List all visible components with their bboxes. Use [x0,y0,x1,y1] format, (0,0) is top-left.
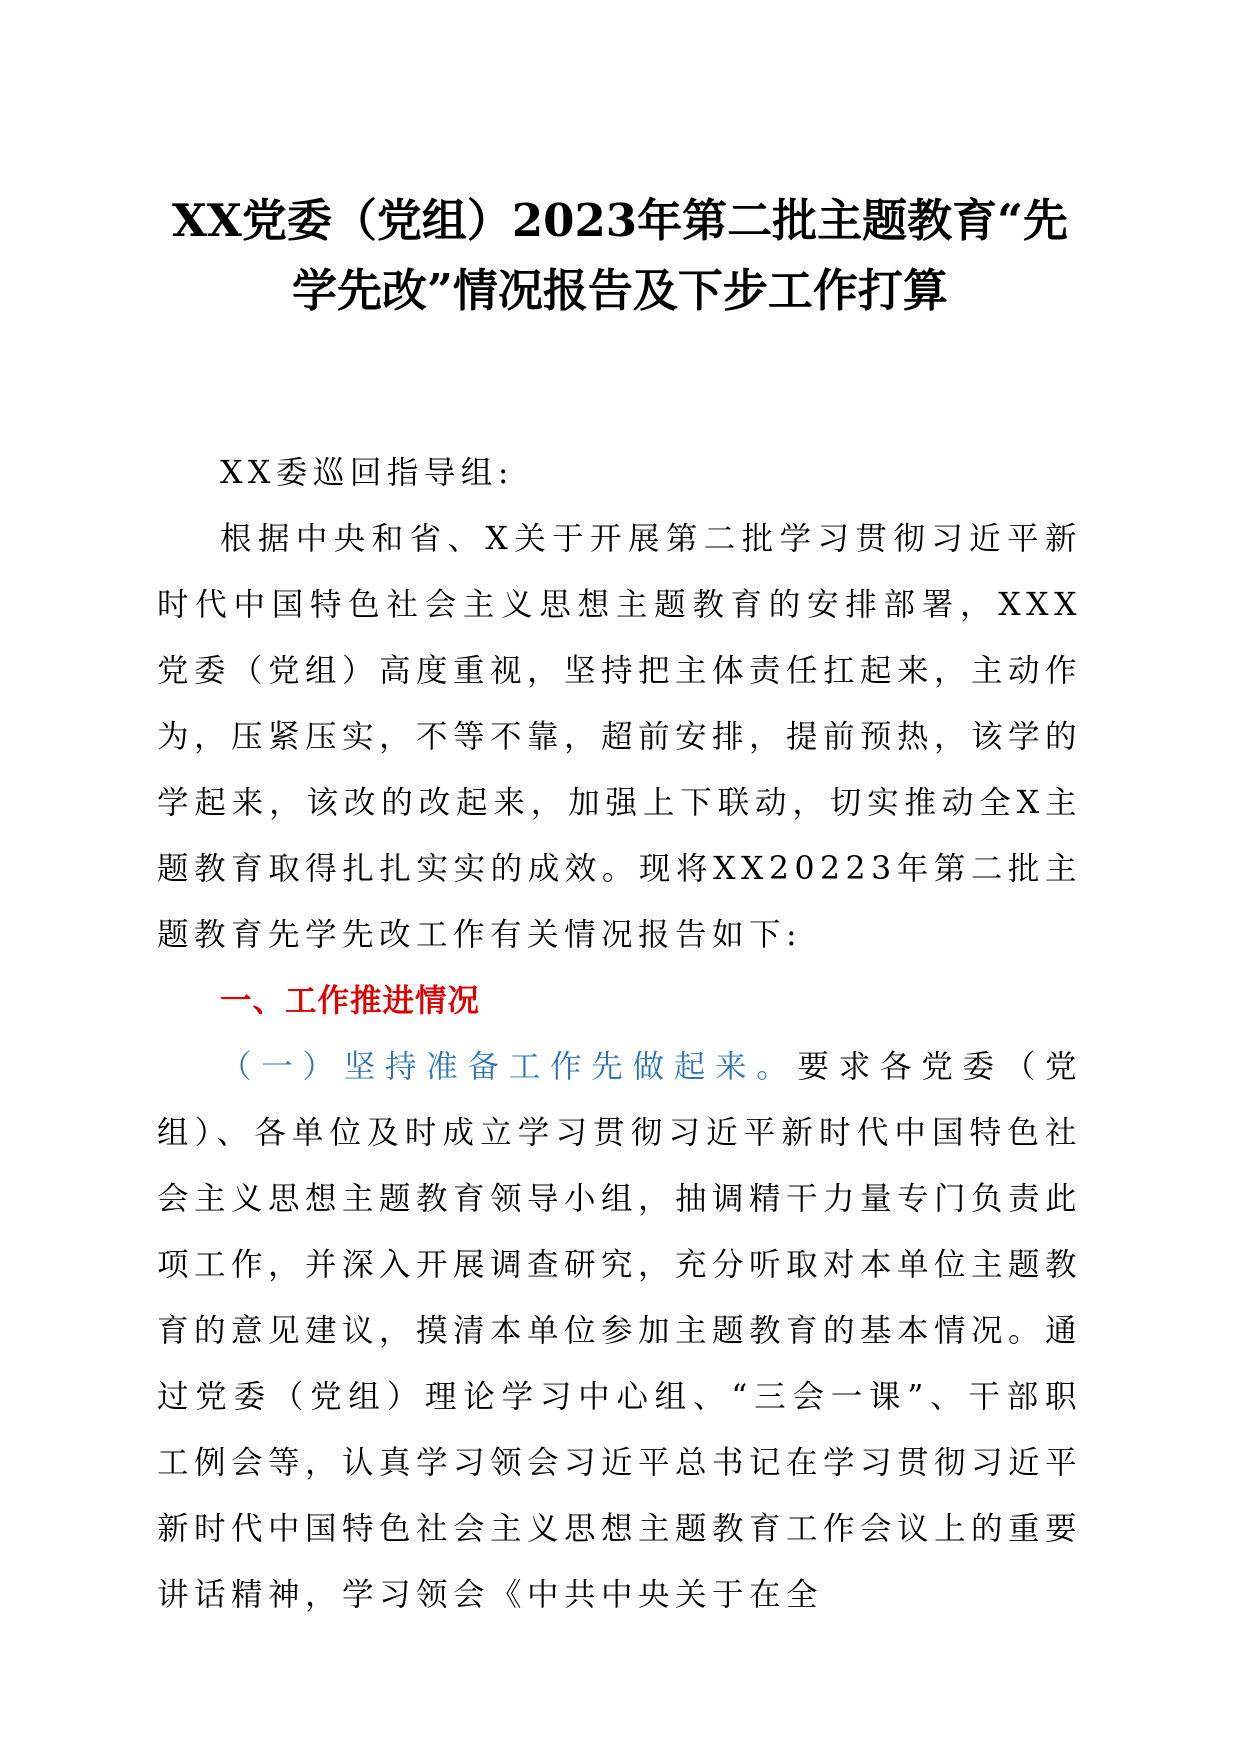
subsection-body: 要求各党委（党组）、各单位及时成立学习贯彻习近平新时代中国特色社会主义思想主题教育领导小组，抽调精干力量专门负责此项工作，并深入开展调查研究，充分听取对本单位主题教育的意见建议，摸清本单位参加主题教育的基本情况。通过党委（党组）理论学习中心组、“三会一课”、干部职工例会等，认真学习领会习近平总书记在学习贯彻习近平新时代中国特色社会主义思想主题教育工作会议上的重要讲话精神，学习领会《中共中央关于在全 [157,1049,1083,1613]
title-line-1: XX党委（党组）2023年第二批主题教育“先 [172,194,1068,247]
title-line-2: 学先改”情况报告及下步工作打算 [292,264,948,317]
subsection-heading: （一）坚持准备工作先做起来。 [220,1049,798,1085]
salutation: XX委巡回指导组: [220,455,514,491]
section-heading: 一、工作推进情况 [220,982,481,1019]
intro-paragraph: 根据中央和省、X关于开展第二批学习贯彻习近平新时代中国特色社会主义思想主题教育的安排部署，XXX党委（党组）高度重视，坚持把主体责任扛起来，主动作为，压紧压实，不等不靠，超前安排，提前预热，该学的学起来，该改的改起来，加强上下联动，切实推动全X主题教育取得扎扎实实的成效。现将XX20223年第二批主题教育先学先改工作有关情况报告如下: [157,521,1083,953]
document-title [140,186,1100,326]
subsection-paragraph [157,1034,1082,1628]
document-body [157,440,1082,1628]
